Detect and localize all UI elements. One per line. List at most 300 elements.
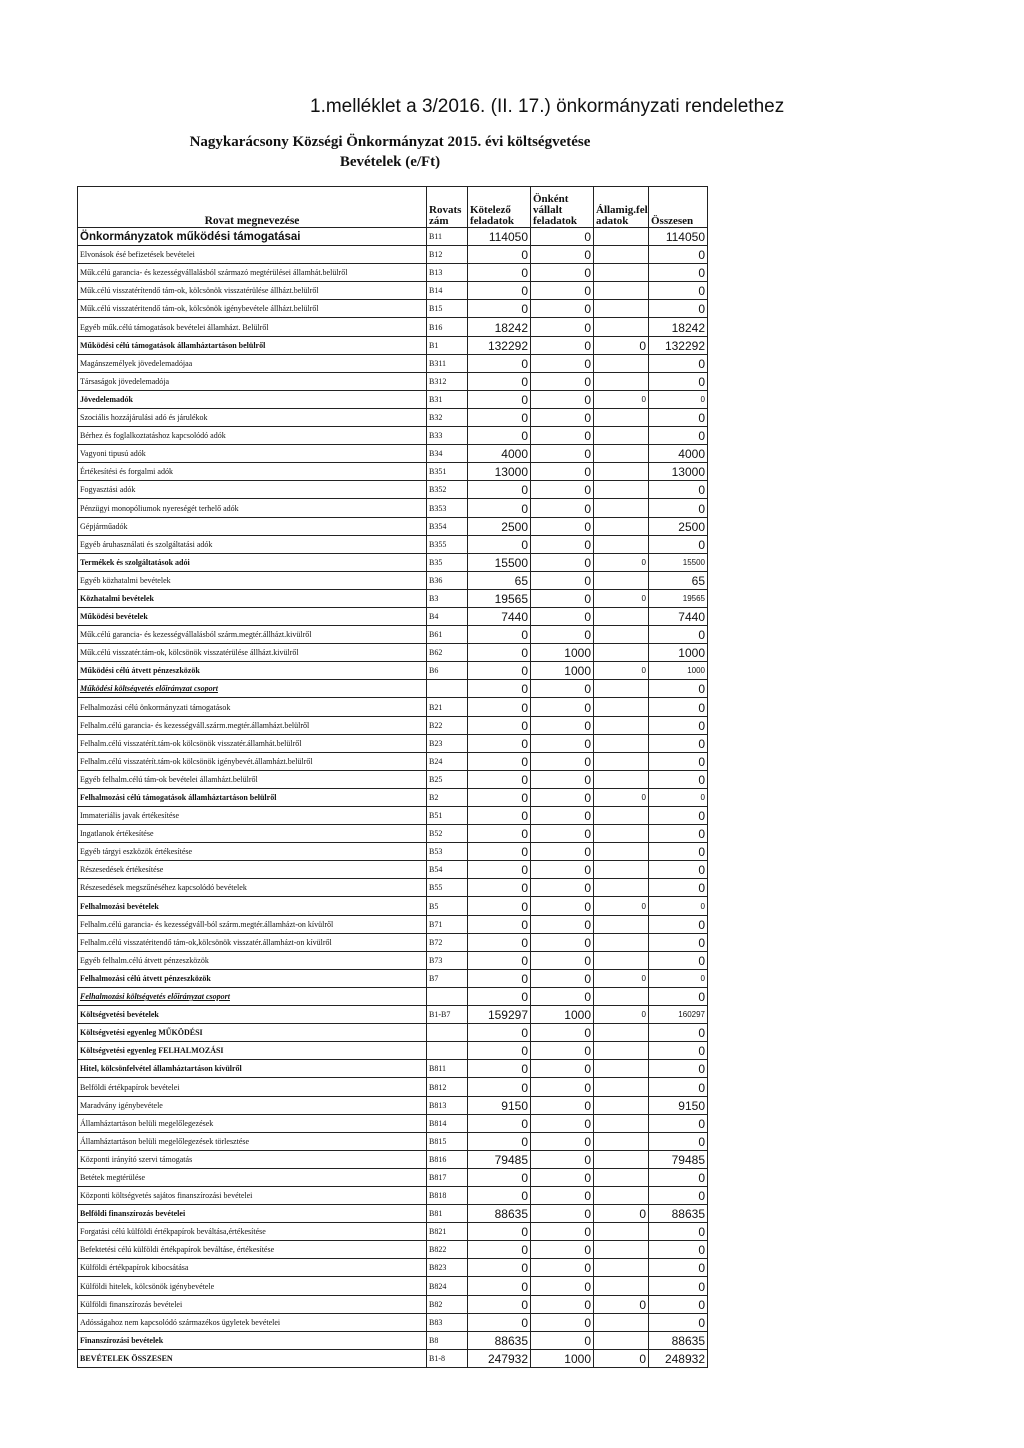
row-name: Önkormányzatok működési támogatásai [78, 228, 427, 246]
row-code: B355 [427, 535, 468, 553]
row-mandatory: 0 [468, 1277, 531, 1295]
table-row [78, 1024, 708, 1042]
row-code: B817 [427, 1168, 468, 1186]
table-row [78, 336, 708, 354]
row-mandatory: 0 [468, 1168, 531, 1186]
table-row [78, 626, 708, 644]
table-row [78, 698, 708, 716]
row-mandatory: 0 [468, 807, 531, 825]
row-voluntary: 0 [531, 897, 594, 915]
row-state: 0 [594, 1006, 649, 1024]
row-total: 0 [649, 734, 708, 752]
row-name: Egyéb műk.célú támogatások bevételei államházt. Belülről [78, 318, 427, 336]
row-code: B312 [427, 372, 468, 390]
row-name: Magánszemélyek jövedelemadójaa [78, 354, 427, 372]
row-mandatory: 0 [468, 734, 531, 752]
row-voluntary: 0 [531, 1295, 594, 1313]
row-mandatory: 0 [468, 1295, 531, 1313]
row-voluntary: 0 [531, 969, 594, 987]
row-total: 0 [649, 1168, 708, 1186]
row-name: Külföldi finanszírozás bevételei [78, 1295, 427, 1313]
row-name: Felhalmozási célú önkormányzati támogatások [78, 698, 427, 716]
row-name: Egyéb áruhasználati és szolgáltatási adók [78, 535, 427, 553]
table-row [78, 300, 708, 318]
row-mandatory: 0 [468, 408, 531, 426]
table-row [78, 390, 708, 408]
row-total: 0 [649, 1313, 708, 1331]
row-state [594, 1132, 649, 1150]
column-header-voluntary: Önként vállalt feladatok [531, 187, 594, 228]
row-state [594, 1186, 649, 1204]
row-name: Pénzügyi monopóliumok nyereségét terhelő adók [78, 499, 427, 517]
row-total: 1000 [649, 644, 708, 662]
row-name: Államháztartáson belüli megelőlegezések [78, 1114, 427, 1132]
row-mandatory: 0 [468, 879, 531, 897]
row-total: 0 [649, 300, 708, 318]
table-row [78, 1168, 708, 1186]
table-row [78, 445, 708, 463]
row-state [594, 1223, 649, 1241]
row-voluntary: 0 [531, 571, 594, 589]
row-name: Egyéb tárgyi eszközök értékesítése [78, 843, 427, 861]
row-state [594, 861, 649, 879]
row-name: Részesedések értékesítése [78, 861, 427, 879]
row-code: B3 [427, 589, 468, 607]
row-state [594, 770, 649, 788]
table-row [78, 1295, 708, 1313]
row-code: B354 [427, 517, 468, 535]
row-total: 0 [649, 879, 708, 897]
row-mandatory: 0 [468, 372, 531, 390]
row-name: Felhalm.célú visszatéritendő tám-ok,kölcsönök visszatér.államházt-on kívülről [78, 933, 427, 951]
row-name: Államháztartáson belüli megelőlegezések törlesztése [78, 1132, 427, 1150]
row-state [594, 463, 649, 481]
table-row [78, 1259, 708, 1277]
row-name: Költségvetési egyenleg FELHALMOZÁSI [78, 1042, 427, 1060]
row-name: Bérhez és foglalkoztatáshoz kapcsolódó adók [78, 427, 427, 445]
row-voluntary: 0 [531, 553, 594, 571]
row-mandatory: 0 [468, 1223, 531, 1241]
table-row [78, 788, 708, 806]
table-row [78, 770, 708, 788]
row-code: B12 [427, 246, 468, 264]
row-state [594, 987, 649, 1005]
row-voluntary: 0 [531, 228, 594, 246]
row-total: 88635 [649, 1205, 708, 1223]
row-total: 0 [649, 354, 708, 372]
row-voluntary: 0 [531, 372, 594, 390]
row-voluntary: 0 [531, 1186, 594, 1204]
row-mandatory: 65 [468, 571, 531, 589]
row-state [594, 951, 649, 969]
row-total: 0 [649, 1223, 708, 1241]
table-row [78, 825, 708, 843]
row-mandatory: 0 [468, 644, 531, 662]
table-row [78, 1205, 708, 1223]
row-name: Gépjárműadók [78, 517, 427, 535]
row-code: B7 [427, 969, 468, 987]
row-voluntary: 0 [531, 1313, 594, 1331]
row-name: Műk.célú visszatérítendő tám-ok, kölcsönök visszatérülése állházt.belülről [78, 282, 427, 300]
row-mandatory: 0 [468, 843, 531, 861]
row-mandatory: 0 [468, 1078, 531, 1096]
row-voluntary: 0 [531, 589, 594, 607]
row-code: B352 [427, 481, 468, 499]
row-mandatory: 0 [468, 716, 531, 734]
row-state [594, 1277, 649, 1295]
table-row [78, 734, 708, 752]
row-voluntary: 0 [531, 626, 594, 644]
row-code: B351 [427, 463, 468, 481]
row-voluntary: 0 [531, 463, 594, 481]
row-state [594, 933, 649, 951]
row-voluntary: 0 [531, 951, 594, 969]
row-code: B815 [427, 1132, 468, 1150]
row-name: Felhalm.célú garancia- és kezességváll-ból szárm.megtér.államházt-on kívülről [78, 915, 427, 933]
row-mandatory: 4000 [468, 445, 531, 463]
row-mandatory: 0 [468, 662, 531, 680]
row-mandatory: 13000 [468, 463, 531, 481]
row-code: B61 [427, 626, 468, 644]
column-header-code: Rovats zám [427, 187, 468, 228]
table-row [78, 1277, 708, 1295]
row-name: BEVÉTELEK ÖSSZESEN [78, 1349, 427, 1367]
row-state [594, 607, 649, 625]
row-mandatory: 2500 [468, 517, 531, 535]
row-code: B821 [427, 1223, 468, 1241]
row-voluntary: 0 [531, 535, 594, 553]
row-name: Felhalmozási költségvetés előirányzat csoport [78, 987, 427, 1005]
row-mandatory: 132292 [468, 336, 531, 354]
row-total: 0 [649, 1259, 708, 1277]
row-voluntary: 0 [531, 987, 594, 1005]
row-code: B824 [427, 1277, 468, 1295]
row-name: Ingatlanok értékesítése [78, 825, 427, 843]
row-mandatory: 0 [468, 535, 531, 553]
table-row [78, 246, 708, 264]
table-row [78, 228, 708, 246]
row-code: B81 [427, 1205, 468, 1223]
row-total: 160297 [649, 1006, 708, 1024]
row-state [594, 1114, 649, 1132]
row-name: Értékesítési és forgalmi adók [78, 463, 427, 481]
row-code: B73 [427, 951, 468, 969]
row-state: 0 [594, 589, 649, 607]
row-name: Betétek megtérülése [78, 1168, 427, 1186]
table-row [78, 354, 708, 372]
row-name: Egyéb közhatalmi bevételek [78, 571, 427, 589]
row-total: 0 [649, 481, 708, 499]
row-state: 0 [594, 336, 649, 354]
row-code: B24 [427, 752, 468, 770]
table-row [78, 499, 708, 517]
row-code: B2 [427, 788, 468, 806]
row-code: B6 [427, 662, 468, 680]
row-name: Működési célú átvett pénzeszközök [78, 662, 427, 680]
row-mandatory: 0 [468, 626, 531, 644]
row-state: 0 [594, 1349, 649, 1367]
row-total: 248932 [649, 1349, 708, 1367]
row-voluntary: 0 [531, 336, 594, 354]
table-row [78, 1006, 708, 1024]
row-name: Műk.célú visszatéritendő tám-ok, kölcsönök igénybevétele állházt.belülről [78, 300, 427, 318]
row-mandatory: 0 [468, 698, 531, 716]
row-name: Műk.célú garancia- és kezességvállalásból származó megtérülései államhát.belülről [78, 264, 427, 282]
row-name: Felhalmozási bevételek [78, 897, 427, 915]
row-code: B21 [427, 698, 468, 716]
row-total: 79485 [649, 1150, 708, 1168]
row-name: Finanszírozási bevételek [78, 1331, 427, 1349]
row-code: B32 [427, 408, 468, 426]
row-mandatory: 159297 [468, 1006, 531, 1024]
row-mandatory: 18242 [468, 318, 531, 336]
table-header-row [78, 187, 708, 228]
row-total: 0 [649, 1042, 708, 1060]
table-row [78, 1241, 708, 1259]
row-code: B82 [427, 1295, 468, 1313]
row-mandatory: 0 [468, 354, 531, 372]
row-name: Műk.célú visszatér.tám-ok, kölcsönök visszatérülése állházt.kivülről [78, 644, 427, 662]
row-total: 0 [649, 915, 708, 933]
row-voluntary: 0 [531, 843, 594, 861]
row-name: Belföldi finanszírozás bevételei [78, 1205, 427, 1223]
row-total: 114050 [649, 228, 708, 246]
row-total: 0 [649, 427, 708, 445]
row-name: Költségvetési egyenleg MŰKÖDÉSI [78, 1024, 427, 1042]
table-row [78, 1096, 708, 1114]
row-mandatory: 0 [468, 1024, 531, 1042]
row-voluntary: 0 [531, 680, 594, 698]
row-name: Működési bevételek [78, 607, 427, 625]
row-mandatory: 0 [468, 680, 531, 698]
row-voluntary: 0 [531, 933, 594, 951]
row-name: Vagyoni tipusú adók [78, 445, 427, 463]
row-total: 132292 [649, 336, 708, 354]
row-mandatory: 0 [468, 1060, 531, 1078]
row-mandatory: 0 [468, 481, 531, 499]
table-row [78, 1114, 708, 1132]
document-subtitle: Bevételek (e/Ft) [339, 154, 441, 170]
table-row [78, 463, 708, 481]
row-voluntary: 0 [531, 1150, 594, 1168]
document-title: Nagykarácsony Községi Önkormányzat 2015. évi költségvetése [189, 134, 591, 150]
table-row [78, 553, 708, 571]
row-mandatory: 0 [468, 951, 531, 969]
row-voluntary: 0 [531, 1132, 594, 1150]
row-voluntary: 0 [531, 752, 594, 770]
row-code: B22 [427, 716, 468, 734]
row-mandatory: 0 [468, 1042, 531, 1060]
row-voluntary: 0 [531, 445, 594, 463]
row-mandatory: 88635 [468, 1205, 531, 1223]
table-row [78, 879, 708, 897]
row-voluntary: 0 [531, 1078, 594, 1096]
row-voluntary: 1000 [531, 662, 594, 680]
table-row [78, 1042, 708, 1060]
row-code: B811 [427, 1060, 468, 1078]
table-row [78, 1150, 708, 1168]
row-total: 0 [649, 951, 708, 969]
row-state: 0 [594, 390, 649, 408]
row-total: 88635 [649, 1331, 708, 1349]
row-total: 0 [649, 969, 708, 987]
row-code: B36 [427, 571, 468, 589]
row-name: Részesedések megszűnéséhez kapcsolódó bevételek [78, 879, 427, 897]
row-total: 4000 [649, 445, 708, 463]
row-total: 19565 [649, 589, 708, 607]
row-name: Társaságok jövedelemadója [78, 372, 427, 390]
row-code [427, 1042, 468, 1060]
row-total: 0 [649, 807, 708, 825]
row-code: B1 [427, 336, 468, 354]
row-name: Működési költségvetés előirányzat csoport [78, 680, 427, 698]
row-name: Adósságahoz nem kapcsolódó származékos ügyletek bevételei [78, 1313, 427, 1331]
row-voluntary: 0 [531, 1205, 594, 1223]
row-voluntary: 0 [531, 698, 594, 716]
row-total: 1000 [649, 662, 708, 680]
row-code: B311 [427, 354, 468, 372]
table-row [78, 933, 708, 951]
table-row [78, 372, 708, 390]
row-mandatory: 0 [468, 282, 531, 300]
row-state [594, 1241, 649, 1259]
row-name: Költségvetési bevételek [78, 1006, 427, 1024]
table-row [78, 807, 708, 825]
row-name: Termékek és szolgáltatások adói [78, 553, 427, 571]
row-code: B11 [427, 228, 468, 246]
table-row [78, 1132, 708, 1150]
row-voluntary: 0 [531, 354, 594, 372]
row-voluntary: 0 [531, 607, 594, 625]
row-state [594, 1096, 649, 1114]
row-state: 0 [594, 897, 649, 915]
row-voluntary: 0 [531, 1259, 594, 1277]
row-name: Külföldi értékpapírok kibocsátása [78, 1259, 427, 1277]
row-mandatory: 0 [468, 987, 531, 1005]
row-state [594, 408, 649, 426]
row-state [594, 716, 649, 734]
table-row [78, 282, 708, 300]
row-code: B8 [427, 1331, 468, 1349]
row-state [594, 264, 649, 282]
row-code [427, 987, 468, 1005]
row-mandatory: 0 [468, 788, 531, 806]
row-code: B35 [427, 553, 468, 571]
row-total: 0 [649, 1295, 708, 1313]
table-row [78, 318, 708, 336]
row-mandatory: 0 [468, 897, 531, 915]
row-voluntary: 0 [531, 408, 594, 426]
row-code: B72 [427, 933, 468, 951]
row-mandatory: 15500 [468, 553, 531, 571]
row-total: 0 [649, 1024, 708, 1042]
row-state [594, 282, 649, 300]
row-state [594, 445, 649, 463]
row-code: B14 [427, 282, 468, 300]
row-total: 2500 [649, 517, 708, 535]
row-total: 0 [649, 752, 708, 770]
row-voluntary: 0 [531, 1277, 594, 1295]
row-code: B13 [427, 264, 468, 282]
row-state [594, 1042, 649, 1060]
row-name: Felhalmozási célú átvett pénzeszközök [78, 969, 427, 987]
row-mandatory: 0 [468, 1241, 531, 1259]
row-state [594, 807, 649, 825]
row-state [594, 1060, 649, 1078]
row-total: 0 [649, 264, 708, 282]
row-code: B818 [427, 1186, 468, 1204]
row-total: 0 [649, 698, 708, 716]
row-total: 0 [649, 1186, 708, 1204]
table-row [78, 589, 708, 607]
table-row [78, 716, 708, 734]
row-state [594, 517, 649, 535]
row-code: B816 [427, 1150, 468, 1168]
row-total: 0 [649, 390, 708, 408]
row-name: Maradvány igénybevétele [78, 1096, 427, 1114]
row-state [594, 879, 649, 897]
column-header-mandatory: Kötelező feladatok [468, 187, 531, 228]
row-mandatory: 0 [468, 1313, 531, 1331]
row-state [594, 481, 649, 499]
row-state [594, 535, 649, 553]
row-total: 0 [649, 372, 708, 390]
row-mandatory: 0 [468, 915, 531, 933]
row-name: Közhatalmi bevételek [78, 589, 427, 607]
row-mandatory: 0 [468, 1114, 531, 1132]
row-state [594, 843, 649, 861]
row-code: B23 [427, 734, 468, 752]
row-voluntary: 0 [531, 1223, 594, 1241]
row-code: B71 [427, 915, 468, 933]
row-code: B52 [427, 825, 468, 843]
table-row [78, 481, 708, 499]
row-code: B822 [427, 1241, 468, 1259]
row-state [594, 318, 649, 336]
row-code: B83 [427, 1313, 468, 1331]
row-voluntary: 0 [531, 517, 594, 535]
row-code: B55 [427, 879, 468, 897]
row-state [594, 825, 649, 843]
row-mandatory: 0 [468, 969, 531, 987]
row-state [594, 1313, 649, 1331]
row-voluntary: 0 [531, 481, 594, 499]
row-total: 0 [649, 843, 708, 861]
row-state [594, 1168, 649, 1186]
table-row [78, 408, 708, 426]
row-state [594, 698, 649, 716]
row-total: 0 [649, 408, 708, 426]
row-voluntary: 1000 [531, 1349, 594, 1367]
table-row [78, 987, 708, 1005]
row-total: 0 [649, 246, 708, 264]
row-total: 0 [649, 933, 708, 951]
row-code: B33 [427, 427, 468, 445]
row-name: Jövedelemadók [78, 390, 427, 408]
row-mandatory: 0 [468, 1259, 531, 1277]
row-mandatory: 0 [468, 861, 531, 879]
table-row [78, 1186, 708, 1204]
row-mandatory: 0 [468, 390, 531, 408]
row-mandatory: 0 [468, 1186, 531, 1204]
row-code: B53 [427, 843, 468, 861]
row-state [594, 354, 649, 372]
row-total: 0 [649, 1114, 708, 1132]
row-mandatory: 0 [468, 427, 531, 445]
row-state [594, 626, 649, 644]
row-state [594, 372, 649, 390]
column-header-state: Államig.fel adatok [594, 187, 649, 228]
